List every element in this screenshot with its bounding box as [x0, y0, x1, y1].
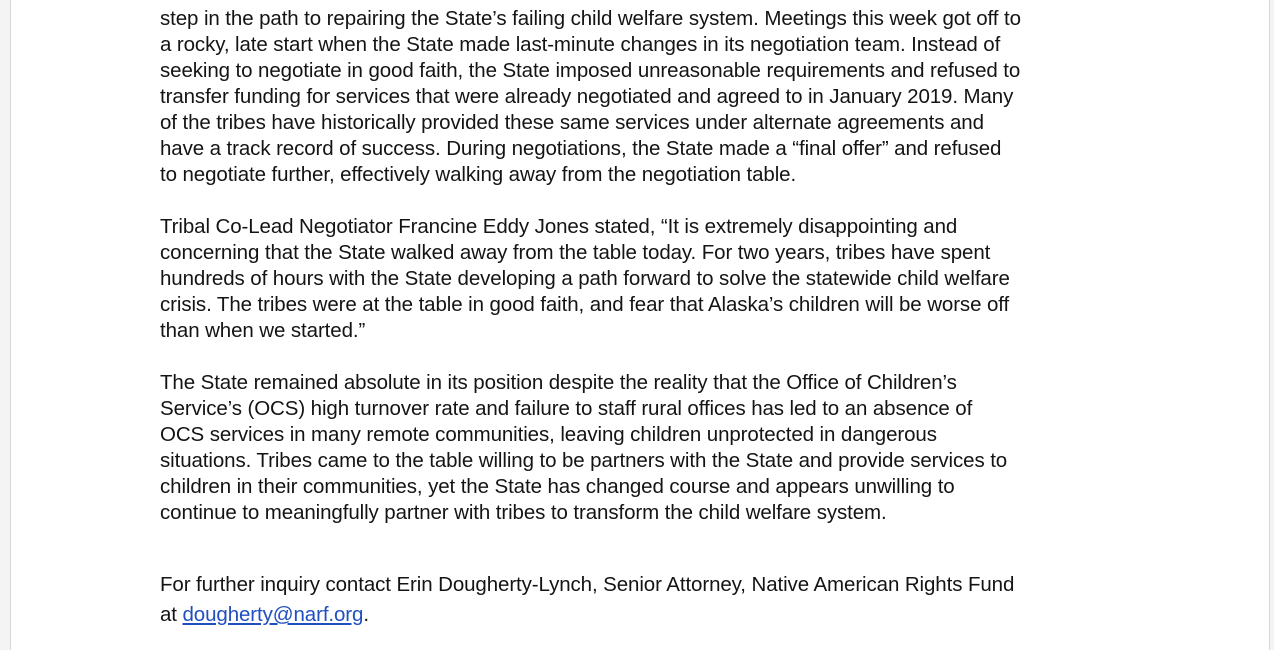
text-line: to negotiate further, effectively walking away from the negotiation table.	[160, 163, 797, 186]
text-line: a rocky, late start when the State made last-minute changes in its negotiation team. Instead of	[160, 33, 1001, 56]
document-page	[10, 0, 1270, 650]
text-line: concerning that the State walked away from the table today. For two years, tribes have spent	[160, 241, 991, 264]
contact-prefix: at	[160, 603, 183, 626]
text-line: hundreds of hours with the State developing a path forward to solve the statewide child welfare	[160, 267, 1010, 290]
email-link[interactable]: dougherty@narf.org	[182, 603, 364, 626]
text-line: step in the path to repairing the State’s failing child welfare system. Meetings this week got off to	[160, 7, 1021, 30]
paragraph-state-position	[160, 370, 1135, 526]
text-line: situations. Tribes came to the table willing to be partners with the State and provide services to	[160, 449, 1008, 472]
paragraph-negotiations	[160, 6, 1135, 188]
contact-email-line	[160, 600, 1135, 630]
text-line: have a track record of success. During negotiations, the State made a “final offer” and refused	[160, 137, 1002, 160]
contact-suffix: .	[363, 603, 369, 626]
text-line: continue to meaningfully partner with tribes to transform the child welfare system.	[160, 501, 887, 524]
text-line: transfer funding for services that were already negotiated and agreed to in January 2019. Many	[160, 85, 1014, 108]
text-line: The State remained absolute in its position despite the reality that the Office of Children’s	[160, 371, 957, 394]
text-line: crisis. The tribes were at the table in good faith, and fear that Alaska’s children will be worse off	[160, 293, 1010, 316]
contact-paragraph	[160, 570, 1135, 630]
text-line: Tribal Co-Lead Negotiator Francine Eddy Jones stated, “It is extremely disappointing and	[160, 215, 958, 238]
text-line: than when we started.”	[160, 319, 366, 342]
text-line: of the tribes have historically provided these same services under alternate agreements and	[160, 111, 984, 134]
contact-line: For further inquiry contact Erin Dougherty-Lynch, Senior Attorney, Native American Rights Fund	[160, 573, 1015, 596]
text-line: children in their communities, yet the State has changed course and appears unwilling to	[160, 475, 955, 498]
text-line: Service’s (OCS) high turnover rate and failure to staff rural offices has led to an absence of	[160, 397, 973, 420]
text-line: seeking to negotiate in good faith, the State imposed unreasonable requirements and refused to	[160, 59, 1021, 82]
text-line: OCS services in many remote communities, leaving children unprotected in dangerous	[160, 423, 937, 446]
document-body	[160, 0, 1135, 630]
paragraph-quote	[160, 214, 1135, 344]
